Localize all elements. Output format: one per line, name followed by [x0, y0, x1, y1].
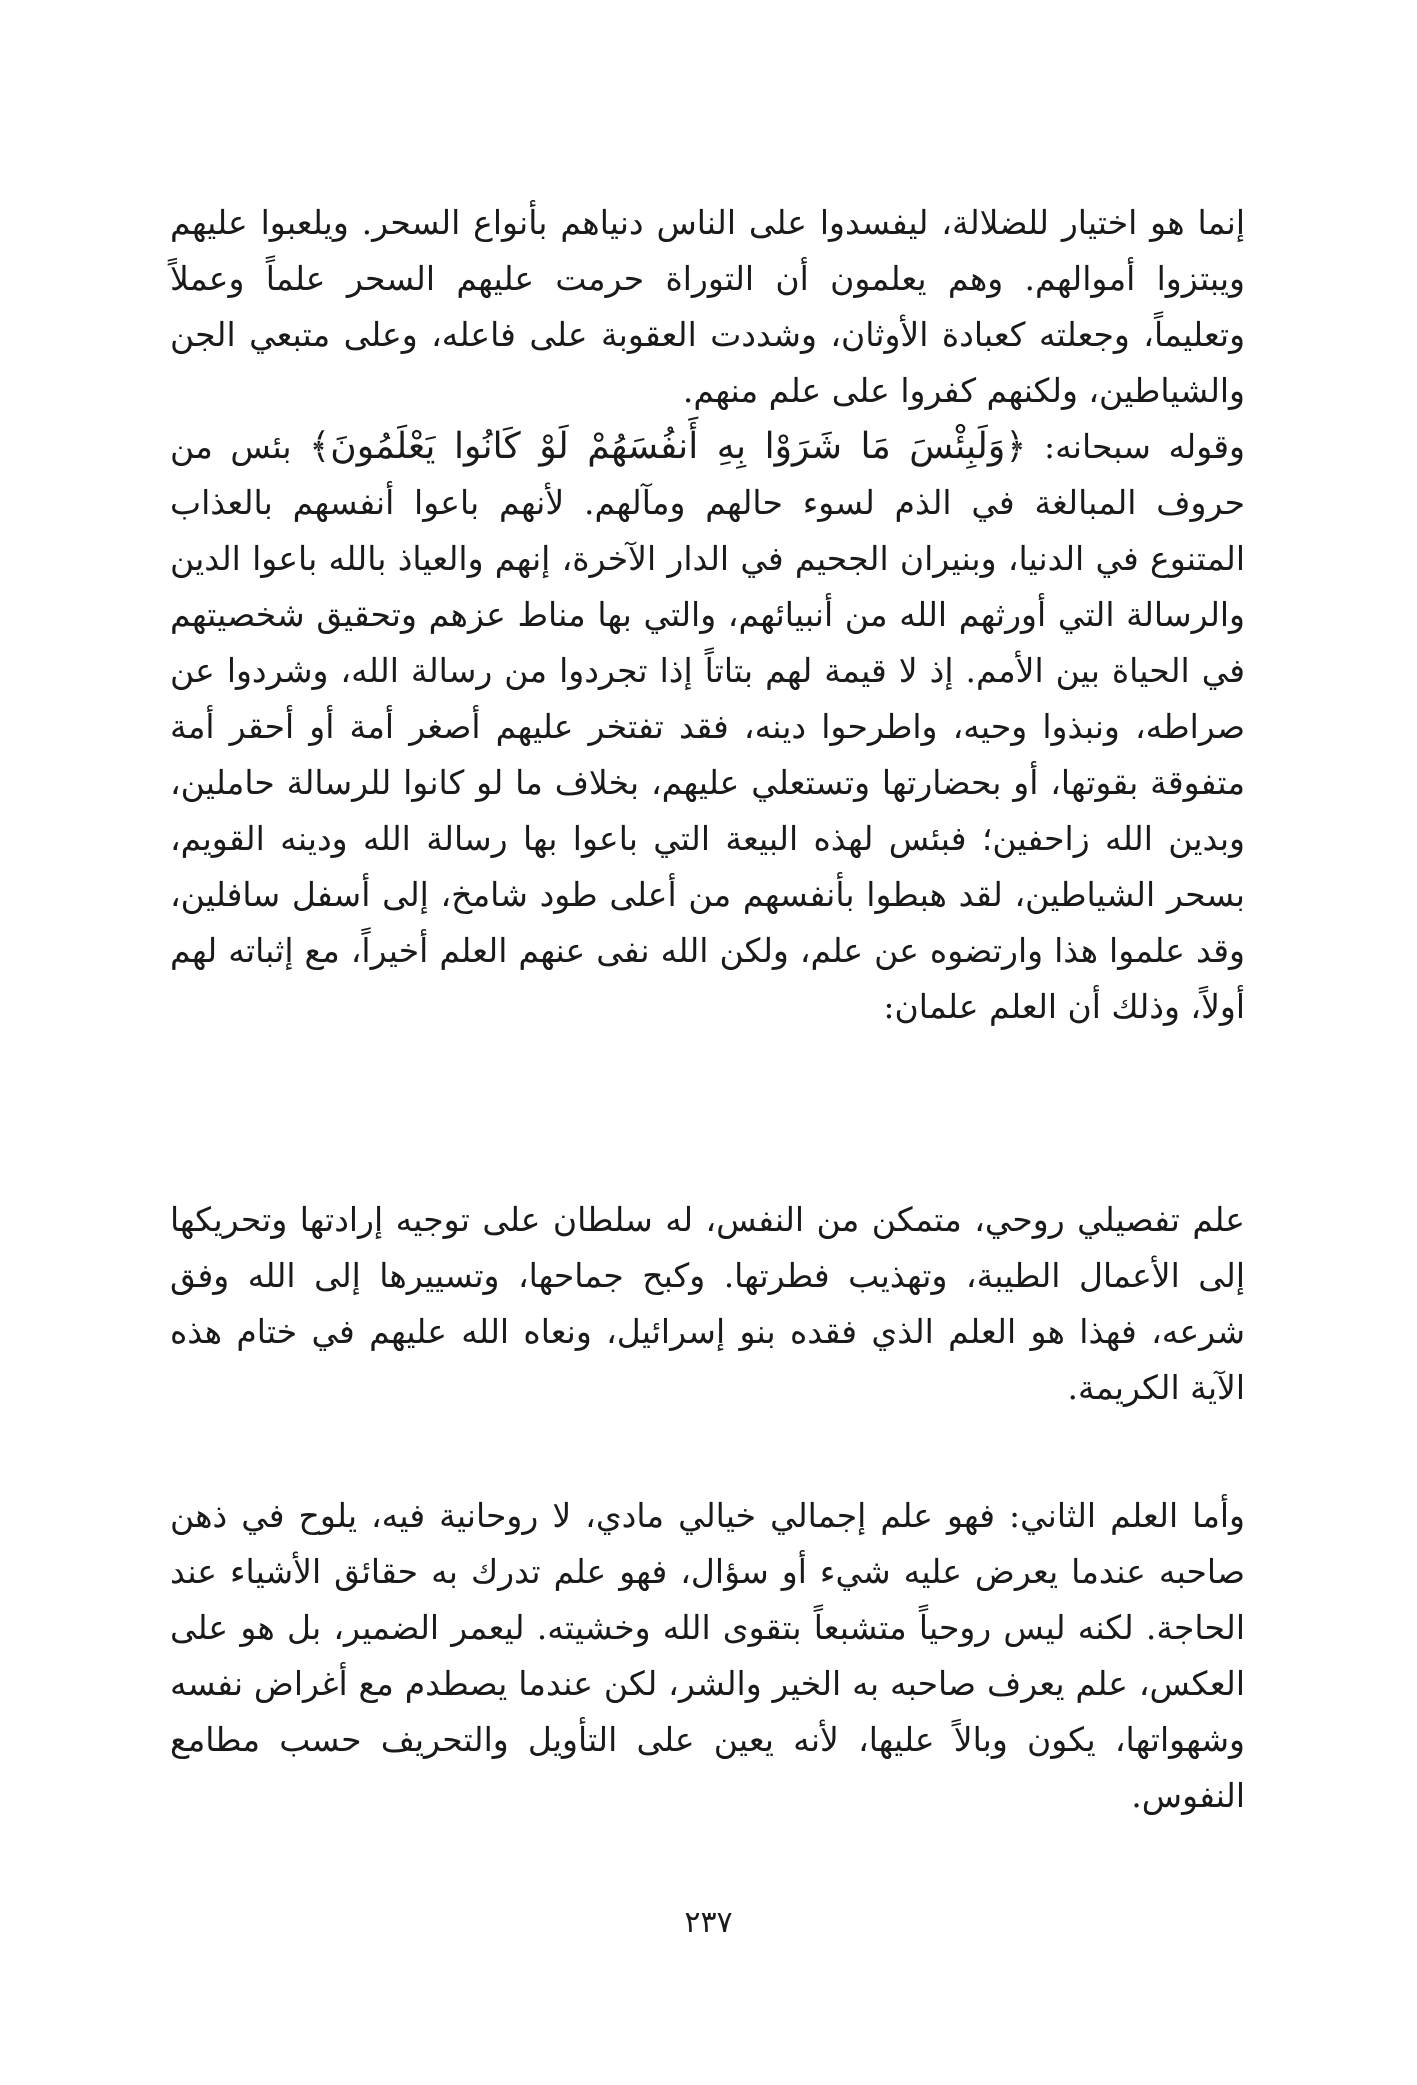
paragraph-1-intro: وقوله سبحانه: — [1026, 427, 1245, 466]
paragraph-2-text: علم تفصيلي روحي، متمكن من النفس، له سلطان على توجيه إرادتها وتحريكها إلى الأعمال الطيبة، وتهذيب فطرتها. وكبح جماحها، وتسييرها إلى الله وفق شرعه، فهذا هو العلم الذي فقده بنو إسرائيل، ونعاه الله عليهم في ختام هذه الآية الكريمة. — [170, 1200, 1245, 1407]
paragraph-1-part-a: إنما هو اختيار للضلالة، ليفسدوا على الناس دنياهم بأنواع السحر. ويلعبوا عليهم ويبتزوا أموالهم. وهم يعلمون أن التوراة حرمت عليهم السحر علماً وعملاً وتعليماً، وجعلته كعبادة الأوثان، وشددت العقوبة على فاعله، وعلى متبعي الجن والشياطين، ولكنهم كفروا على علم منهم. — [170, 203, 1245, 410]
paragraph-2 — [170, 1192, 1245, 1416]
page-number: ٢٣٧ — [684, 1905, 733, 1940]
paragraph-3 — [170, 1488, 1245, 1824]
quran-verse: ﴿وَلَبِئْسَ مَا شَرَوْا بِهِ أَنفُسَهُمْ لَوْ كَانُوا يَعْلَمُونَ﴾ — [309, 426, 1027, 467]
paragraph-1-text — [170, 195, 1245, 1035]
paragraph-1 — [170, 195, 1245, 1035]
paragraph-3-text: وأما العلم الثاني: فهو علم إجمالي خيالي مادي، لا روحانية فيه، يلوح في ذهن صاحبه عندما يعرض عليه شيء أو سؤال، فهو علم تدرك به حقائق الأشياء عند الحاجة. لكنه ليس روحياً متشبعاً بتقوى الله وخشيته. ليعمر الضمير، بل هو على العكس، علم يعرف صاحبه به الخير والشر، لكن عندما يصطدم مع أغراض نفسه وشهواتها، يكون وبالاً عليها، لأنه يعين على التأويل والتحريف حسب مطامع النفوس. — [170, 1496, 1245, 1815]
paragraph-1-part-b: بئس من حروف المبالغة في الذم لسوء حالهم ومآلهم. لأنهم باعوا أنفسهم بالعذاب المتنوع في الدنيا، وبنيران الجحيم في الدار الآخرة، إنهم والعياذ بالله باعوا الدين والرسالة التي أورثهم الله من أنبيائهم، والتي بها مناط عزهم وتحقيق شخصيتهم في الحياة بين الأمم. إذ لا قيمة لهم بتاتاً إذا تجردوا من رسالة الله، وشردوا عن صراطه، ونبذوا وحيه، واطرحوا دينه، فقد تفتخر عليهم أصغر أمة أو أحقر أمة متفوقة بقوتها، أو بحضارتها وتستعلي عليهم، بخلاف ما لو كانوا للرسالة حاملين، وبدين الله زاحفين؛ فبئس لهذه البيعة التي باعوا بها رسالة الله ودينه القويم، بسحر الشياطين، لقد هبطوا بأنفسهم من أعلى طود شامخ، إلى أسفل سافلين، وقد علموا هذا وارتضوه عن علم، ولكن الله نفى عنهم العلم أخيراً، مع إثباته لهم أولاً، وذلك أن العلم علمان: — [170, 427, 1245, 1026]
